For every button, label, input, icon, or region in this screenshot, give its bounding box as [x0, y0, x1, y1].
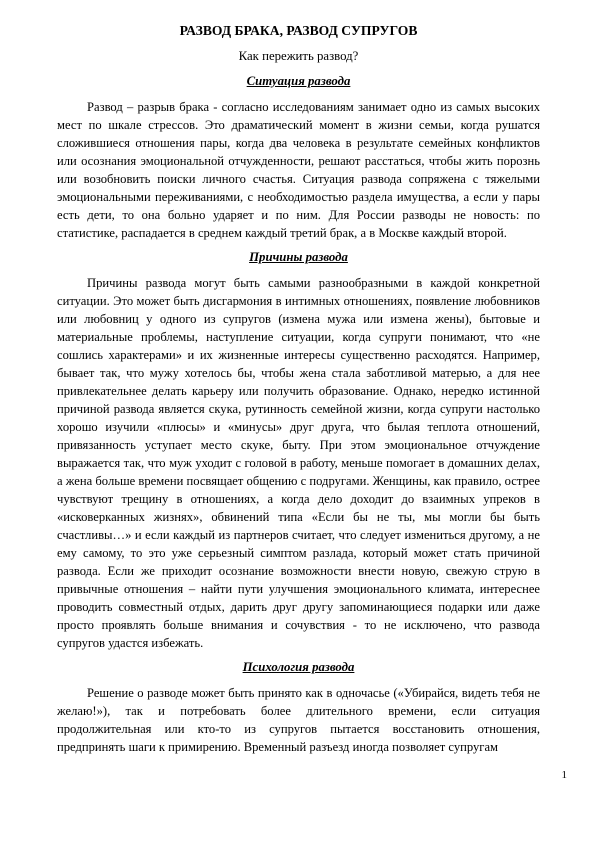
- section-heading-psychology: Психология развода: [242, 660, 355, 674]
- section-paragraph-situation: Развод – разрыв брака - согласно исследованиям занимает одно из самых высоких мест по шкале стрессов. Это драматический момент в жизни семьи, когда рушатся сложившиеся отношения пары, когда два человека в результате семейных конфликтов или осознания эмоциональной отчужденности, решают расстаться, чтобы жить порознь или возобновить поиски личного счастья. Ситуация развода сопряжена с тяжелыми эмоциональными переживаниями, с необходимостью раздела имущества, а если у пары есть дети, то она больно ударяет и по ним. Для России разводы не новость: по статистике, распадается в среднем каждый третий брак, а в Москве каждый второй.: [57, 100, 540, 240]
- section-heading-situation: Ситуация развода: [246, 74, 351, 88]
- document-subtitle: Как пережить развод?: [238, 49, 359, 63]
- document-body: [57, 22, 540, 756]
- page-number: 1: [561, 769, 567, 781]
- document-title: РАЗВОД БРАКА, РАЗВОД СУПРУГОВ: [179, 23, 418, 38]
- section-paragraph-psychology: Решение о разводе может быть принято как в одночасье («Убирайся, видеть тебя не желаю!»), так и потребовать более длительного времени, если ситуация продолжительная или кто-то из супругов пытается восстановить отношения, предпринять шаги к примирению. Временный разъезд иногда позволяет супругам: [57, 686, 540, 754]
- section-paragraph-causes: Причины развода могут быть самыми разнообразными в каждой конкретной ситуации. Это может быть дисгармония в интимных отношениях, появление любовников или любовниц у одного из супругов (измена мужа или измена жены), бытовые и материальные проблемы, наступление ситуации, когда супруги понимают, что «не сошлись характерами» и их жизненные интересы существенно расходятся. Например, бывает так, что мужу хотелось бы, чтобы жена стала заботливой матерью, а для нее привлекательнее делать карьеру или получить образование. Однако, нередко истинной причиной развода является скука, рутинность семейной жизни, когда супруги настолько хорошо изучили «плюсы» и «минусы» друг друга, что былая теплота отношений, привязанность уступает место скуке, быту. При этом эмоциональное отчуждение выражается так, что муж уходит с головой в работу, меньше помогает в домашних делах, а жена больше времени посвящает общению с подругами. Женщины, как правило, острее чувствуют трещину в отношениях, а когда дело доходит до взаимных упреков в «исковерканных жизнях», обвинений типа «Если бы не ты, мы могли бы быть счастливы…» и если каждый из партнеров считает, что следует измениться другому, а не ему самому, то это уже серьезный симптом разлада, который может стать причиной развода. Если же приходит осознание возможности внести новую, свежую струю в привычные отношения – найти пути улучшения эмоционального климата, интереснее проводить совместный отдых, дарить друг другу запоминающиеся подарки или даже просто проявлять больше внимания и сочувствия - то не исключено, что развода супругов удастся избежать.: [57, 276, 540, 650]
- section-heading-causes: Причины развода: [249, 250, 348, 264]
